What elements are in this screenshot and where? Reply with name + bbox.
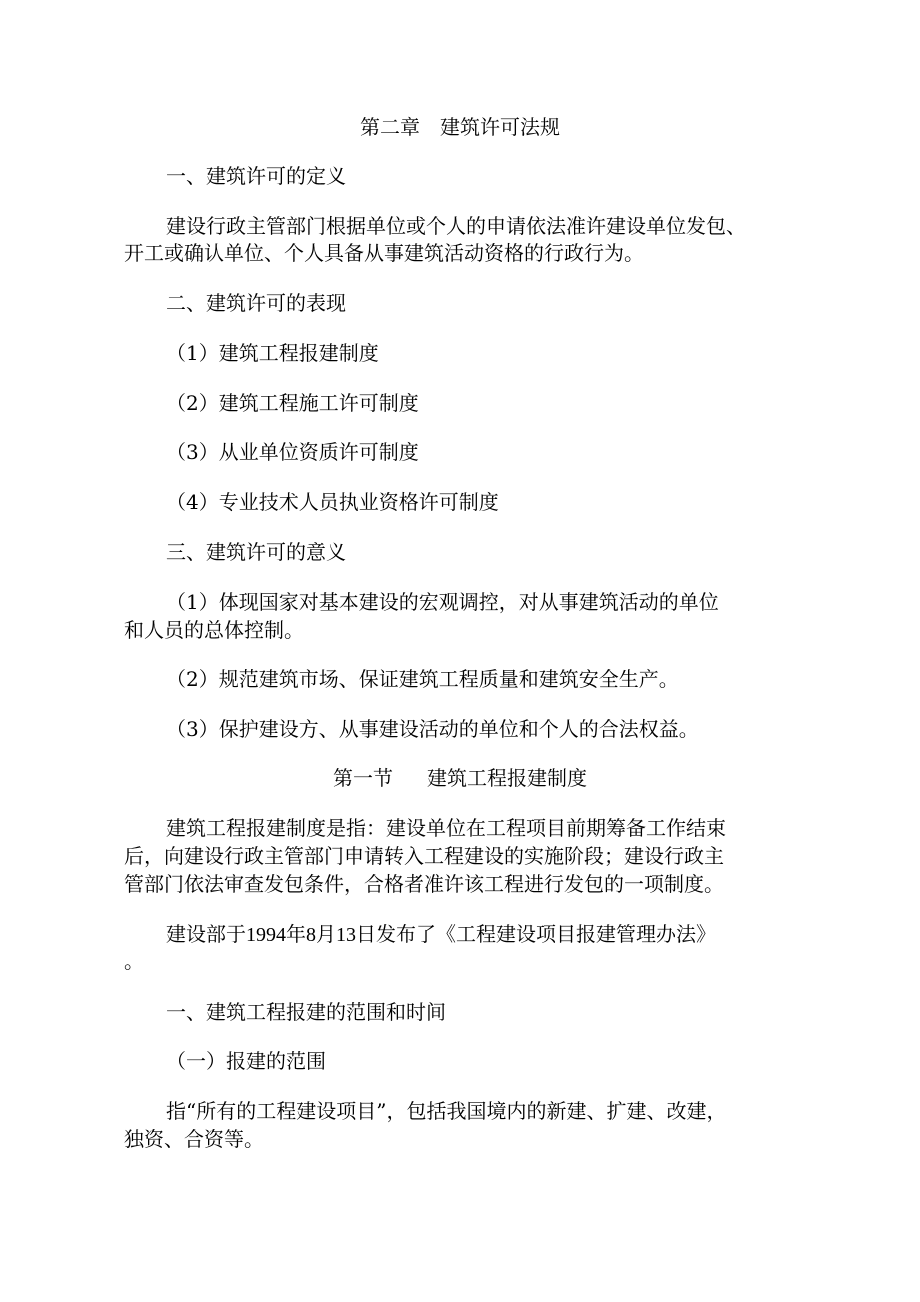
list-item: （3）从业单位资质许可制度 xyxy=(166,440,419,464)
definition-paragraph-line-2: 开工或确认单位、个人具备从事建筑活动资格的行政行为。 xyxy=(124,241,644,265)
issuance-month: 8 xyxy=(306,924,316,946)
section-heading-definition: 一、建筑许可的定义 xyxy=(166,164,346,188)
list-item: （2）建筑工程施工许可制度 xyxy=(166,391,419,415)
reporting-definition-line-1: 建筑工程报建制度是指：建设单位在工程项目前期筹备工作结束 xyxy=(166,816,726,840)
section-number: 第一节 xyxy=(333,766,393,790)
issuance-text: 日发布了《工程建设项目报建管理办法》 xyxy=(356,922,716,946)
list-item: （1）建筑工程报建制度 xyxy=(166,341,379,365)
issuance-year: 1994 xyxy=(246,924,286,946)
significance-item-1-line-2: 和人员的总体控制。 xyxy=(124,618,304,642)
section-name: 建筑工程报建制度 xyxy=(427,766,587,790)
issuance-text: 建设部于 xyxy=(166,922,246,946)
significance-item-1-line-1: （1）体现国家对基本建设的宏观调控，对从事建筑活动的单位 xyxy=(166,590,719,614)
section-heading-significance: 三、建筑许可的意义 xyxy=(166,540,346,564)
significance-item-2: （2）规范建筑市场、保证建筑工程质量和建筑安全生产。 xyxy=(166,667,679,691)
list-item: （4）专业技术人员执业资格许可制度 xyxy=(166,490,499,514)
issuance-text: 年 xyxy=(286,922,306,946)
reporting-definition-line-2: 后，向建设行政主管部门申请转入工程建设的实施阶段；建设行政主 xyxy=(124,844,724,868)
scope-paragraph-line-2: 独资、合资等。 xyxy=(124,1127,264,1151)
section-heading-manifestation: 二、建筑许可的表现 xyxy=(166,291,346,315)
significance-item-3: （3）保护建设方、从事建设活动的单位和个人的合法权益。 xyxy=(166,717,699,741)
subheading-scope: （一）报建的范围 xyxy=(166,1049,326,1073)
chapter-name: 建筑许可法规 xyxy=(440,115,560,139)
issuance-text: 月 xyxy=(316,922,336,946)
scope-paragraph-line-1: 指“所有的工程建设项目”，包括我国境内的新建、扩建、改建， xyxy=(166,1099,727,1123)
chapter-number: 第二章 xyxy=(360,115,420,139)
section-title xyxy=(0,765,920,791)
chapter-title xyxy=(0,114,920,140)
reporting-definition-line-3: 管部门依法审查发包条件，合格者准许该工程进行发包的一项制度。 xyxy=(124,872,724,896)
issuance-paragraph-line-1 xyxy=(166,921,920,948)
issuance-paragraph-line-2: 。 xyxy=(124,949,144,973)
section-heading-scope: 一、建筑工程报建的范围和时间 xyxy=(166,1000,446,1024)
issuance-day: 13 xyxy=(336,924,356,946)
definition-paragraph-line-1: 建设行政主管部门根据单位或个人的申请依法准许建设单位发包、 xyxy=(166,214,746,238)
